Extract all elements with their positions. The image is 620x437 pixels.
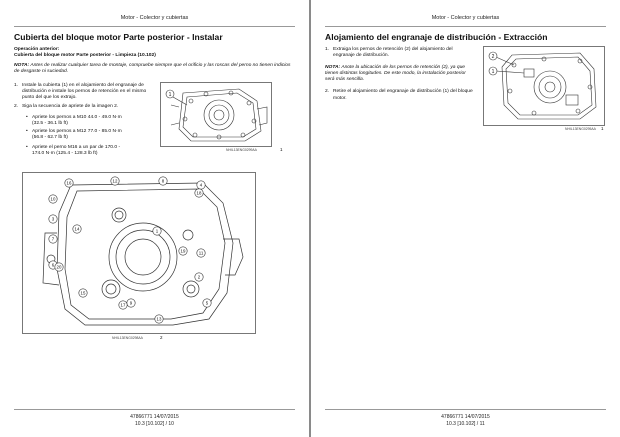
figure-number: 2 [160,335,163,340]
running-header: Motor - Colector y cubiertas [431,15,500,21]
figure-code: NHIL13ENG0298AA [112,336,143,340]
right-page [311,0,620,437]
page-title: Alojamiento del engranaje de distribución - Extracción [325,32,548,42]
tightening-sequence-diagram [23,173,255,333]
note-label: NOTA: [14,63,30,68]
callout-label: 18 [196,190,202,196]
note-item [325,65,475,83]
torque-bullet: • Apriete los pernos a M12 77.0 - 85.0 N·m (56.8 - 62.7 lb ft) [32,129,132,141]
prior-operation-label: Operación anterior: [14,47,60,52]
header-rule [14,26,295,27]
step-item: 1. Instale la cubierta (1) en el alojamiento del engranaje de distribución e instale los pernos de retención en el mismo punto del que los extrajo. [14,83,147,101]
callout-label: 11 [198,250,204,256]
footer-code: 47866771 14/07/2015 [130,414,179,420]
figure-code: NHIL13ENG0295AA [565,127,596,131]
svg-text:2: 2 [491,53,495,60]
callout-label: 17 [120,302,126,308]
figure-number: 1 [601,126,604,131]
callout-label: 14 [74,226,80,232]
callout-label: 19 [180,248,186,254]
callout-label: 5 [205,300,209,306]
svg-text:1: 1 [168,91,172,98]
step-item: 2. Retire el alojamiento del engranaje de distribución (1) del bloque motor. [325,89,473,101]
step-list [14,83,154,110]
step-item: 2. Siga la secuencia de apriete de la imagen 2. [14,104,119,110]
step-item: 1. Extraiga los pernos de retención (2) del alojamiento del engranaje de distribución. [325,47,453,59]
figure-cover-install [160,82,272,147]
callout-label: 7 [51,236,55,242]
housing-illustration [484,47,604,125]
callout-label: 15 [80,290,86,296]
callout-label: 3 [51,216,55,222]
footer-rule [325,409,606,410]
cover-illustration [161,83,271,146]
callout-label: 12 [112,178,118,184]
callout-label: 16 [66,180,72,186]
callout-label: 9 [129,300,133,306]
page-title: Cubierta del bloque motor Parte posterior - Instalar [14,32,223,42]
footer-code: 47866771 14/07/2015 [441,414,490,420]
footer-rule [14,409,295,410]
callout-label: 10 [50,196,56,202]
torque-bullet: • Apriete los pernos a M10 44.0 - 49.0 N·m (32.5 - 36.1 lb ft) [32,115,132,127]
callout-label: 8 [161,178,165,184]
running-header: Motor - Colector y cubiertas [120,15,189,21]
callout-label: 20 [56,264,62,270]
figure-code: NHIL13ENG0299AA [226,148,257,152]
footer-page-ref: 10.3 [10.102] / 11 [446,421,485,427]
header-rule [325,26,606,27]
callout-label: 13 [156,316,162,322]
figure-number: 1 [280,147,283,152]
callout-label: 6 [51,262,55,268]
callout-label: 4 [199,182,203,188]
footer-page-ref: 10.3 [10.102] / 10 [135,421,174,427]
callout-label: 1 [155,228,159,234]
step-list [325,47,475,102]
figure-housing-removal [483,46,605,126]
note-text: Antes de realizar cualquier tarea de montaje, compruebe siempre que el orificio y las roscas del perno no tienen indicios de desgaste ni suciedad. [14,63,291,75]
callout-label: 2 [197,274,201,280]
torque-bullet: • Apriete el perno M16 a un par de 170.0 - 174.0 N·m (125.4 - 128.3 lb ft) [32,145,132,157]
left-page [0,0,309,437]
figure-tightening-sequence [22,172,256,334]
note-text: Anote la ubicación de los pernos de retención (2), ya que tienen distintas longitudes. De este modo, la instalación posterior será más sencilla. [325,65,466,83]
svg-text:1: 1 [491,68,495,75]
note-label: NOTA: [325,65,341,71]
prior-operation-text: Cubierta del bloque motor Parte posterior - Limpieza (10.102) [14,53,156,58]
note-paragraph [14,63,296,75]
